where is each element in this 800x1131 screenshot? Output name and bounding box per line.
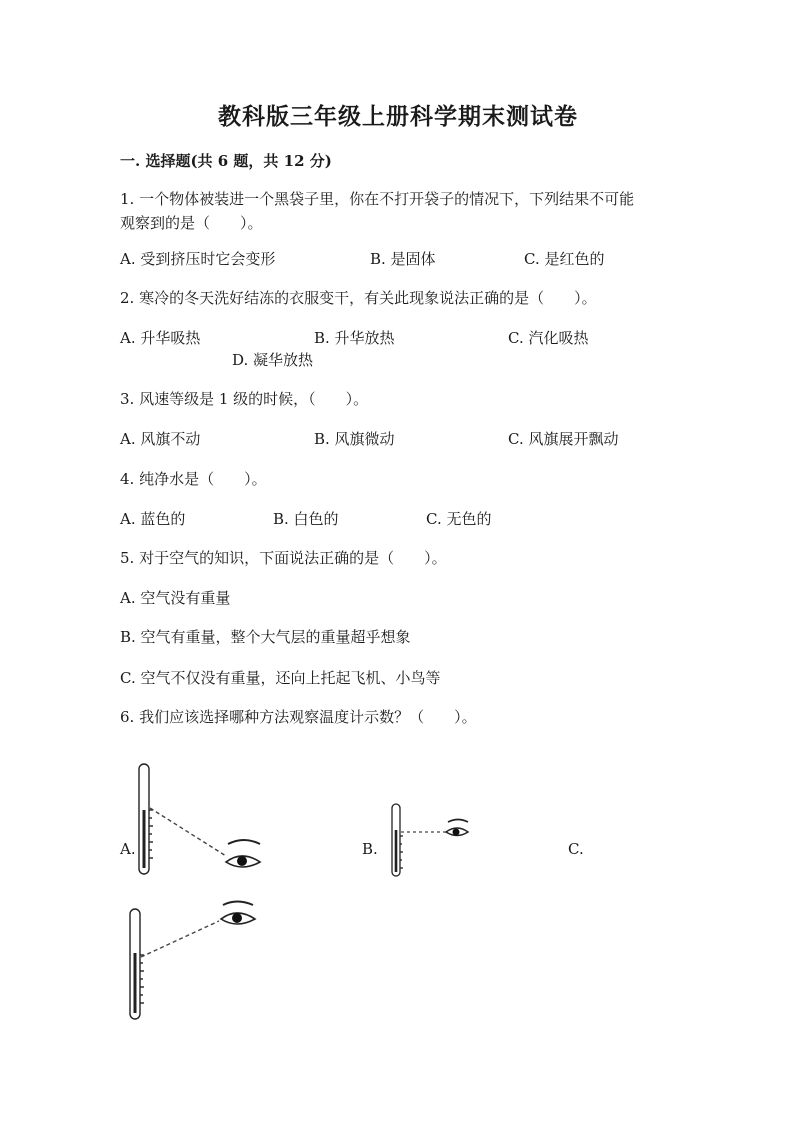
thermometer-icon (392, 804, 403, 876)
question-5-option-c[interactable]: C. 空气不仅没有重量，还向上托起飞机、小鸟等 (120, 669, 441, 687)
question-4-option-b[interactable]: B. 白色的 (273, 510, 339, 528)
eye-icon (446, 820, 468, 836)
question-1-option-a[interactable]: A. 受到挤压时它会变形 (120, 250, 276, 268)
question-2-option-b[interactable]: B. 升华放热 (314, 329, 395, 347)
question-4-option-c[interactable]: C. 无色的 (426, 510, 492, 528)
sight-line (150, 808, 226, 856)
thermometer-eye-figure-c (125, 895, 275, 1025)
question-3-option-b[interactable]: B. 风旗微动 (314, 430, 395, 448)
question-5-option-a[interactable]: A. 空气没有重量 (120, 589, 231, 607)
question-5-text: 5. 对于空气的知识，下面说法正确的是（ ）。 (120, 549, 447, 567)
question-2-option-c[interactable]: C. 汽化吸热 (508, 329, 589, 347)
eye-icon (221, 902, 255, 925)
page-title: 教科版三年级上册科学期末测试卷 (218, 103, 578, 130)
question-6-option-c[interactable]: C. (568, 840, 584, 858)
question-2-text: 2. 寒冷的冬天洗好结冻的衣服变干，有关此现象说法正确的是（ ）。 (120, 289, 597, 307)
eye-icon (226, 840, 260, 867)
question-6-option-b[interactable]: B. (362, 840, 378, 858)
question-3-text: 3. 风速等级是 1 级的时候，（ ）。 (120, 390, 369, 408)
thermometer-icon (139, 764, 153, 874)
question-1-option-b[interactable]: B. 是固体 (370, 250, 436, 268)
thermometer-icon (130, 909, 144, 1019)
thermometer-eye-figure-a (130, 760, 280, 880)
sight-line (141, 921, 219, 957)
question-6-text: 6. 我们应该选择哪种方法观察温度计示数？（ ）。 (120, 708, 477, 726)
thermometer-eye-figure-b (388, 800, 478, 880)
question-1-text-line1: 1. 一个物体被装进一个黑袋子里，你在不打开袋子的情况下，下列结果不可能 (120, 190, 635, 208)
question-5-option-b[interactable]: B. 空气有重量，整个大气层的重量超乎想象 (120, 628, 411, 646)
question-3-option-a[interactable]: A. 风旗不动 (120, 430, 201, 448)
question-2-option-d[interactable]: D. 凝华放热 (232, 351, 314, 369)
question-4-option-a[interactable]: A. 蓝色的 (120, 510, 186, 528)
question-1-option-c[interactable]: C. 是红色的 (524, 250, 605, 268)
question-2-option-a[interactable]: A. 升华吸热 (120, 329, 201, 347)
section-heading: 一. 选择题(共 6 题，共 12 分) (120, 152, 332, 170)
question-6-option-a[interactable]: A. (120, 840, 136, 858)
question-1-text-line2: 观察到的是（ ）。 (120, 214, 263, 232)
question-4-text: 4. 纯净水是（ ）。 (120, 470, 267, 488)
question-3-option-c[interactable]: C. 风旗展开飘动 (508, 430, 619, 448)
